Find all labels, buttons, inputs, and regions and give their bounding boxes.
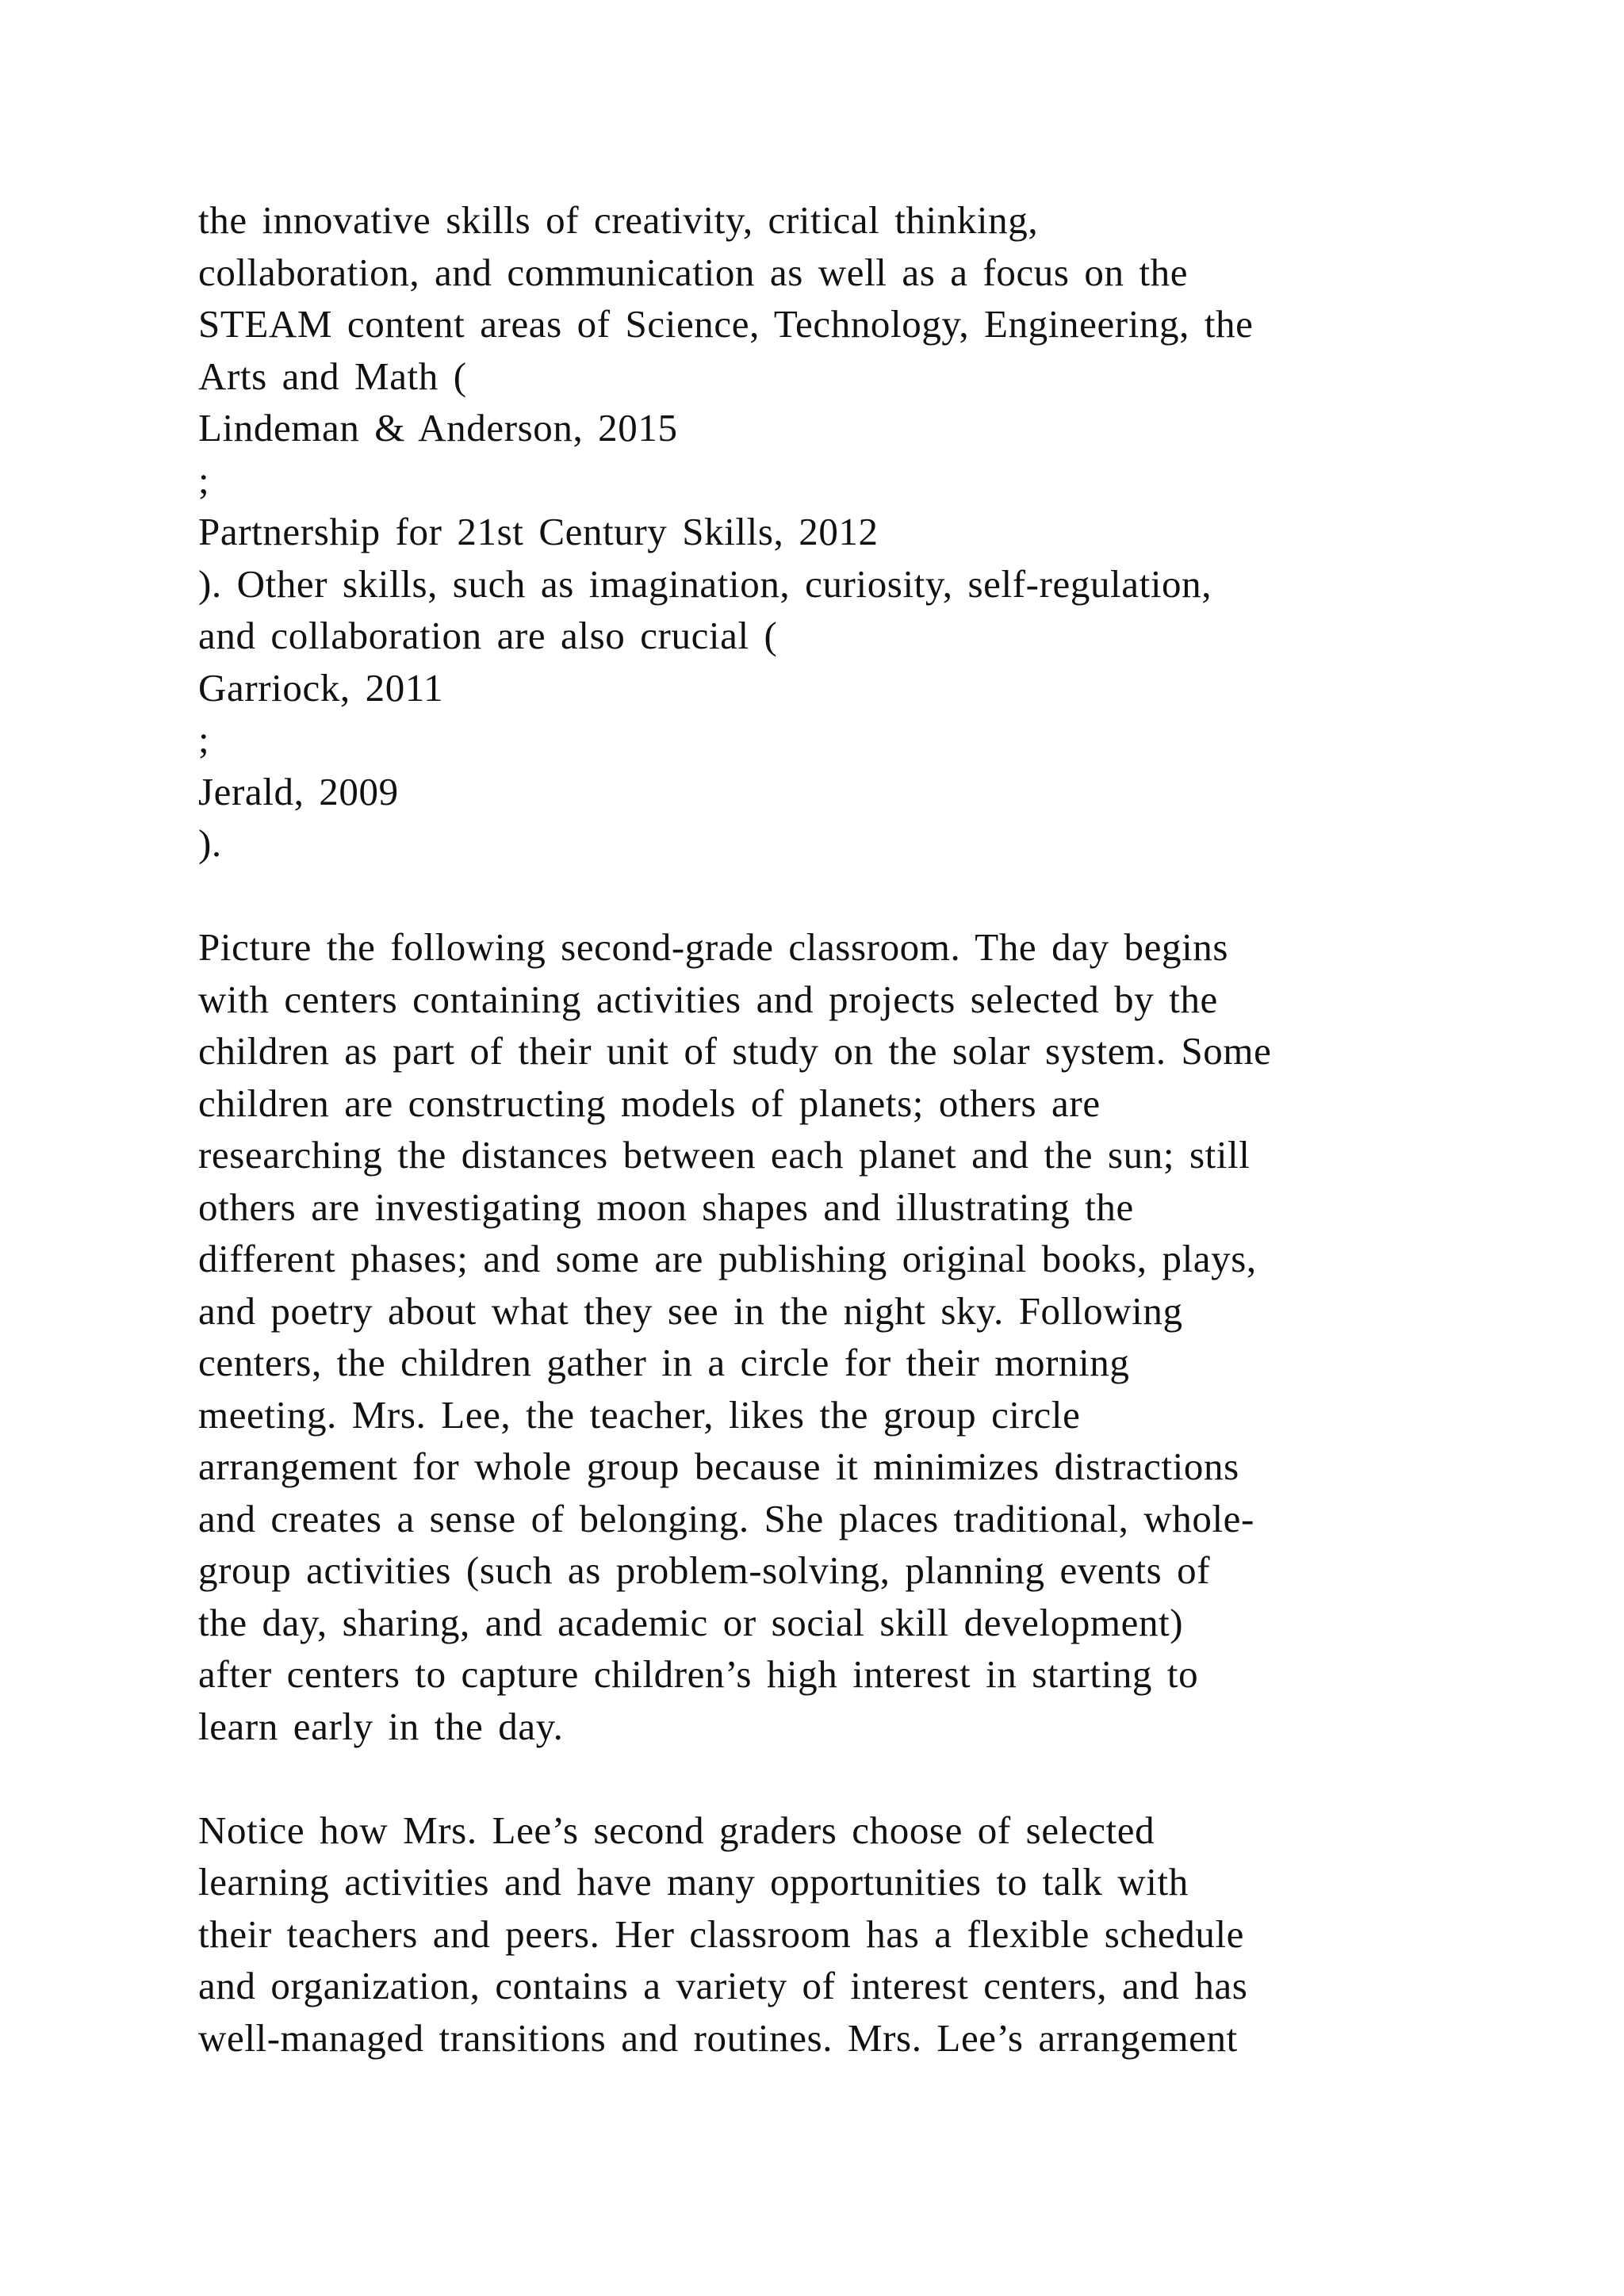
text-line: children as part of their unit of study on the solar system. Some (198, 1029, 1272, 1073)
text-line: well-managed transitions and routines. Mrs. Lee’s arrangement (198, 2015, 1238, 2060)
text-line: meeting. Mrs. Lee, the teacher, likes the group circle (198, 1392, 1081, 1437)
citation-line: Partnership for 21st Century Skills, 2012 (198, 510, 879, 553)
text-line: others are investigating moon shapes and illustrating the (198, 1184, 1134, 1229)
citation-line: Lindeman & Anderson, 2015 (198, 406, 678, 450)
text-line: ). (198, 821, 222, 865)
text-line: centers, the children gather in a circle for their morning (198, 1341, 1130, 1384)
text-line: arrangement for whole group because it minimizes distractions (198, 1445, 1239, 1488)
text-line: and creates a sense of belonging. She places traditional, whole- (198, 1496, 1254, 1540)
text-line: with centers containing activities and projects selected by the (198, 977, 1218, 1021)
text-line: and organization, contains a variety of interest centers, and has (198, 1964, 1248, 2007)
text-line: the day, sharing, and academic or social skill development) (198, 1600, 1184, 1644)
text-line: Arts and Math ( (198, 354, 467, 398)
text-line: their teachers and peers. Her classroom has a flexible schedule (198, 1911, 1245, 1956)
text-line: learning activities and have many opportunities to talk with (198, 1860, 1189, 1904)
citation-separator: ; (198, 457, 210, 502)
citation-line: Jerald, 2009 (198, 769, 399, 813)
text-line: STEAM content areas of Science, Technology, Engineering, the (198, 302, 1254, 346)
text-line: ). Other skills, such as imagination, curiosity, self-regulation, (198, 561, 1212, 606)
citation-line: Garriock, 2011 (198, 665, 444, 710)
text-line: Notice how Mrs. Lee’s second graders choose of selected (198, 1808, 1155, 1852)
paragraph-citations (198, 194, 1467, 870)
text-line: Picture the following second-grade classroom. The day begins (198, 925, 1229, 969)
paragraph-mrs-lee-arrangement (198, 1804, 1467, 2064)
paragraph-gap (198, 1752, 1467, 1804)
text-line: and poetry about what they see in the night sky. Following (198, 1288, 1183, 1333)
text-line: after centers to capture children’s high interest in starting to (198, 1652, 1199, 1696)
text-line: different phases; and some are publishing original books, plays, (198, 1237, 1257, 1280)
text-line: learn early in the day. (198, 1704, 564, 1748)
paragraph-classroom-description (198, 921, 1467, 1752)
text-line: collaboration, and communication as well as a focus on the (198, 250, 1189, 294)
citation-separator: ; (198, 718, 210, 761)
text-line: the innovative skills of creativity, critical thinking, (198, 198, 1039, 242)
text-line: researching the distances between each planet and the sun; still (198, 1133, 1251, 1177)
text-line: group activities (such as problem-solving, planning events of (198, 1548, 1211, 1592)
text-line: children are constructing models of planets; others are (198, 1081, 1101, 1125)
paragraph-gap (198, 870, 1467, 922)
document-body (198, 194, 1467, 2064)
text-line: and collaboration are also crucial ( (198, 614, 778, 657)
